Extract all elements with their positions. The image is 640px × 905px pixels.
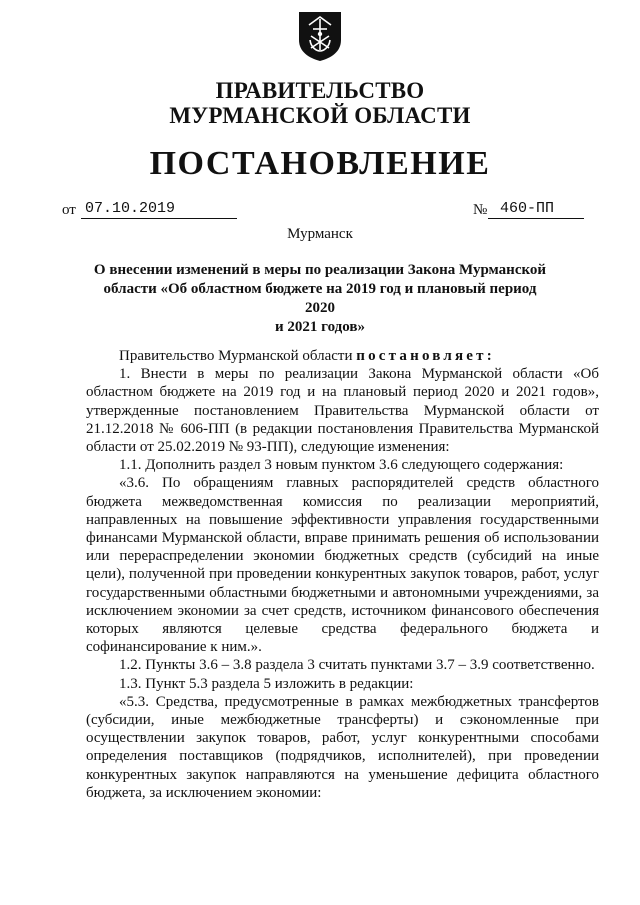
coat-of-arms-emblem	[297, 10, 343, 62]
document-body	[86, 347, 599, 802]
document-title	[90, 261, 550, 337]
date-number-row	[62, 198, 582, 222]
date-field	[81, 198, 237, 219]
paragraph-1-1: 1.1. Дополнить раздел 3 новым пунктом 3.6 следующего содержания:	[119, 457, 564, 474]
intro-text: Правительство Мурманской области	[119, 348, 357, 364]
paragraph-5-3: «5.3. Средства, предусмотренные в рамках межбюджетных трансфертов (субсидии, иные межбюджетные трансферты) и сэкономленные при осуществлении закупок товаров, работ, услуг конкурентными способами определения поставщиков (подрядчиков, исполнителей), при проведении конкурентных закупок направляются на уменьшение дефицита областного бюджета, за исключением экономии:	[86, 693, 599, 801]
org-name-line-2: МУРМАНСКОЙ ОБЛАСТИ	[169, 103, 471, 128]
paragraph-1-3: 1.3. Пункт 5.3 раздела 5 изложить в редакции:	[119, 675, 414, 692]
date-label: от	[62, 202, 76, 218]
document-type: ПОСТАНОВЛЕНИЕ	[149, 145, 491, 182]
decree-word: постановляет:	[356, 348, 495, 364]
number-label: №	[473, 202, 488, 218]
city-name: Мурманск	[287, 226, 353, 242]
paragraph-1: 1. Внести в меры по реализации Закона Мурманской области «Об областном бюджете на 2019 год и на плановый период 2020 и 2021 годов», утвержденные постановлением Правительства Мурманской области от 21.12.2018 № 606-ПП (в редакции постановления Правительства Мурманской области от 25.02.2019 № 93-ПП), следующие изменения:	[86, 366, 599, 456]
title-line-1: О внесении изменений в меры по реализации Закона Мурманской	[93, 262, 547, 278]
number-value: 460-ПП	[500, 200, 555, 217]
title-line-3: и 2021 годов»	[275, 319, 365, 335]
number-field	[488, 198, 584, 219]
paragraph-3-6: «3.6. По обращениям главных распорядителей средств областного бюджета межведомственная комиссия по реализации мероприятий, направленных на повышение эффективности управления государственными финансами Мурманской области, вправе принимать решения об использовании или перераспределении экономии бюджетных средств (субсидий на иные цели), полученной при проведении конкурентных закупок товаров, работ, услуг государственными областными бюджетными и автономными учреждениями, за исключением экономии за счет средств, источником финансового обеспечения которых являются целевые средства федерального бюджета и софинансирование к ним.».	[86, 475, 599, 656]
date-value: 07.10.2019	[85, 200, 176, 217]
org-name-line-1: ПРАВИТЕЛЬСТВО	[215, 78, 425, 103]
intro-paragraph	[86, 347, 599, 365]
title-line-2: области «Об областном бюджете на 2019 год и плановый период 2020	[103, 281, 537, 316]
organization-name	[0, 78, 640, 128]
paragraph-1-2: 1.2. Пункты 3.6 – 3.8 раздела 3 считать пунктами 3.7 – 3.9 соответственно.	[119, 657, 595, 674]
